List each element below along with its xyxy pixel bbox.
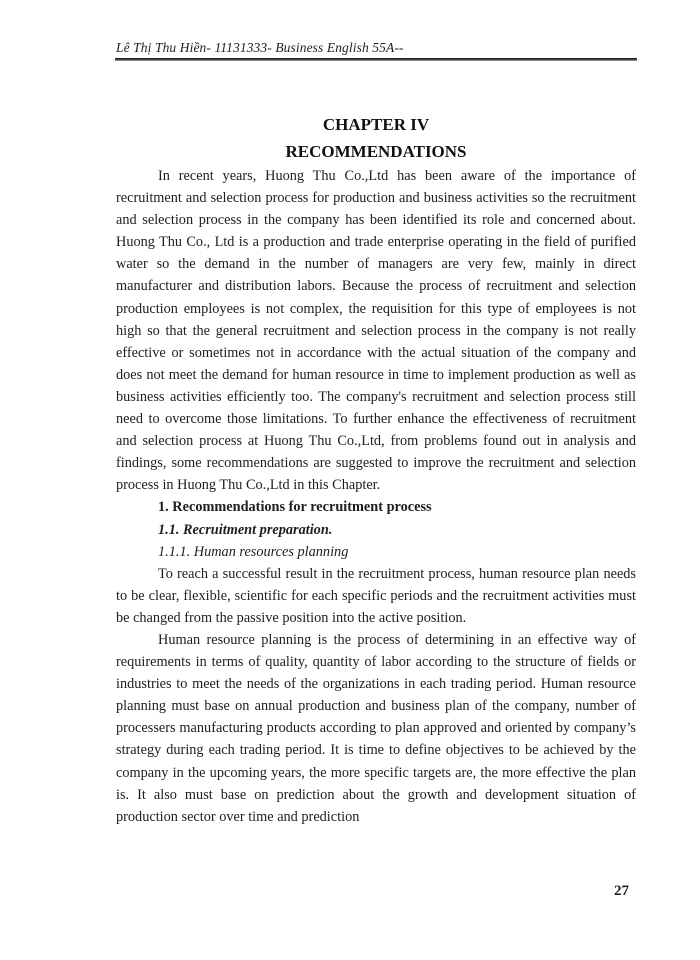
document-body [116,165,636,828]
section-heading-1: 1. Recommendations for recruitment process [158,499,432,516]
section-heading-1-1-1: 1.1.1. Human resources planning [158,543,349,560]
section-heading-1-1: 1.1. Recruitment preparation. [158,521,333,538]
intro-paragraph: In recent years, Huong Thu Co.,Ltd has been aware of the importance of recruitment and selection process for production and business activities so the recruitment and selection process in the company has been identified its role and concerned about. Huong Thu Co., Ltd is a production and trade enterprise operating in the field of purified water so the demand in the number of managers are very few, mainly in direct manufacturer and distribution labors. Because the process of recruitment and selection production employees is not complex, the requisition for this type of employees is not high so that the general recruitment and selection process in the company is not really effective or sometimes not in accordance with the actual situation of the company and does not meet the demand for human resource in time to implement production as well as business activities efficiently too. The company's recruitment and selection process still need to overcome those limitations. To further enhance the effectiveness of recruitment and selection process at Huong Thu Co.,Ltd, from problems found out in analysis and findings, some recommendations are suggested to improve the recruitment and selection process in Huong Thu Co.,Ltd in this Chapter. [116,168,636,494]
chapter-number: CHAPTER IV [322,115,430,134]
running-header: Lê Thị Thu Hiền- 11131333- Business English 55A-- [116,40,404,55]
header-divider [115,58,637,60]
chapter-title: RECOMMENDATIONS [285,142,467,161]
paragraph-hr-planning: Human resource planning is the process of determining in an effective way of requirements in terms of quality, quantity of labor according to the structure of fields or industries to meet the needs of the organizations in each trading period. Human resource planning must base on annual production and business plan of the company, number of processers manufacturing products according to plan approved and oriented by company’s strategy during each trading period. It is time to define objectives to be achieved by the company in the upcoming years, the more specific targets are, the more effective the plan is. It also must base on prediction about the growth and development situation of production sector over time and prediction [116,631,636,825]
paragraph-recruitment-result: To reach a successful result in the recruitment process, human resource plan needs to be clear, flexible, scientific for each specific periods and the recruitment activities must be changed from the passive position into the active position. [116,565,636,626]
page-number: 27 [614,883,629,899]
